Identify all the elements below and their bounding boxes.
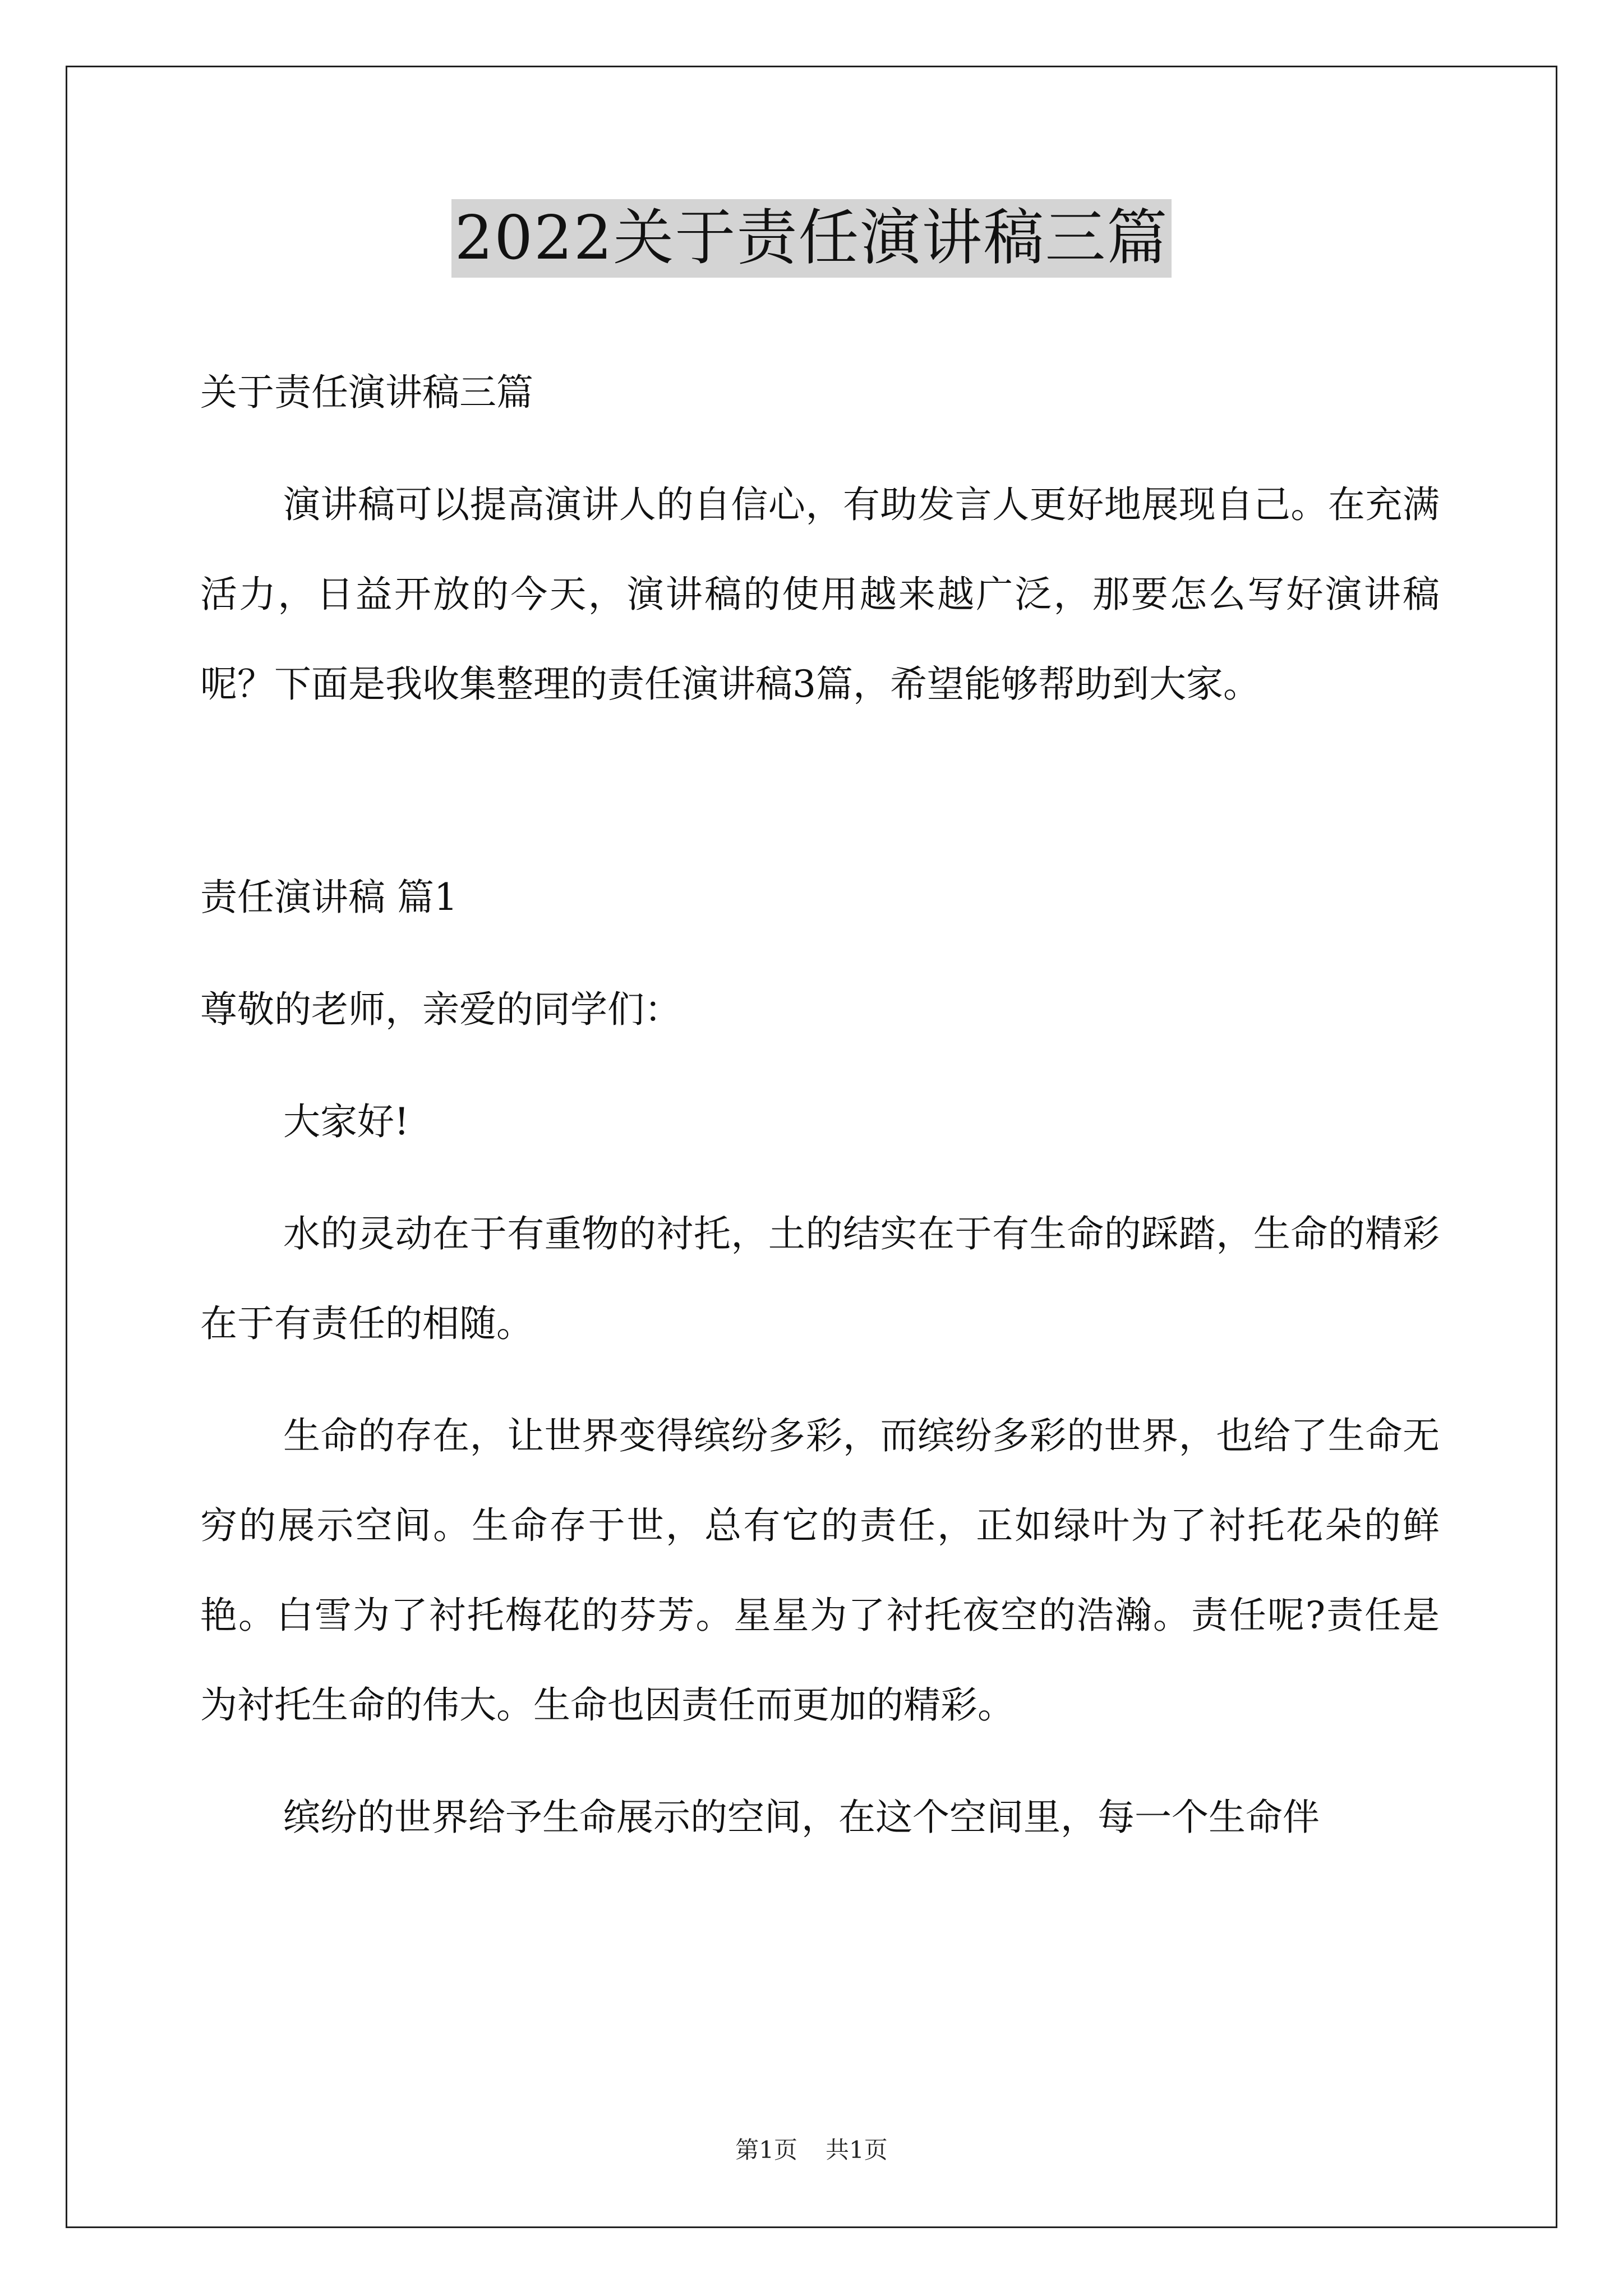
title-container (0, 199, 1623, 278)
greeting: 大家好! (283, 1100, 409, 1143)
body-paragraph: 缤纷的世界给予生命展示的空间，在这个空间里，每一个生命伴 (283, 1796, 1320, 1839)
body-paragraph: 生命的存在，让世界变得缤纷多彩，而缤纷多彩的世界，也给了生命无穷的展示空间。生命存于世，总有它的责任，正如绿叶为了衬托花朵的鲜艳。白雪为了衬托梅花的芬芳。星星为了衬托夜空的浩瀚。责任呢?责任是为衬托生命的伟大。生命也因责任而更加的精彩。 (200, 1414, 1440, 1727)
document-title: 2022关于责任演讲稿三篇 (451, 199, 1172, 278)
document-subtitle: 关于责任演讲稿三篇 (200, 371, 533, 414)
document-body (200, 348, 1440, 1862)
section-heading: 责任演讲稿 篇1 (200, 876, 458, 919)
page-number-total: 共1页 (826, 2136, 888, 2164)
intro-paragraph: 演讲稿可以提高演讲人的自信心，有助发言人更好地展现自己。在充满活力，日益开放的今天，演讲稿的使用越来越广泛，那要怎么写好演讲稿呢？下面是我收集整理的责任演讲稿3篇，希望能够帮助到大家。 (200, 483, 1440, 706)
page-number-current: 第1页 (735, 2136, 797, 2164)
salutation: 尊敬的老师，亲爱的同学们： (200, 988, 681, 1031)
body-paragraph: 水的灵动在于有重物的衬托，土的结实在于有生命的踩踏，生命的精彩在于有责任的相随。 (200, 1212, 1440, 1345)
page-footer (0, 2132, 1623, 2165)
